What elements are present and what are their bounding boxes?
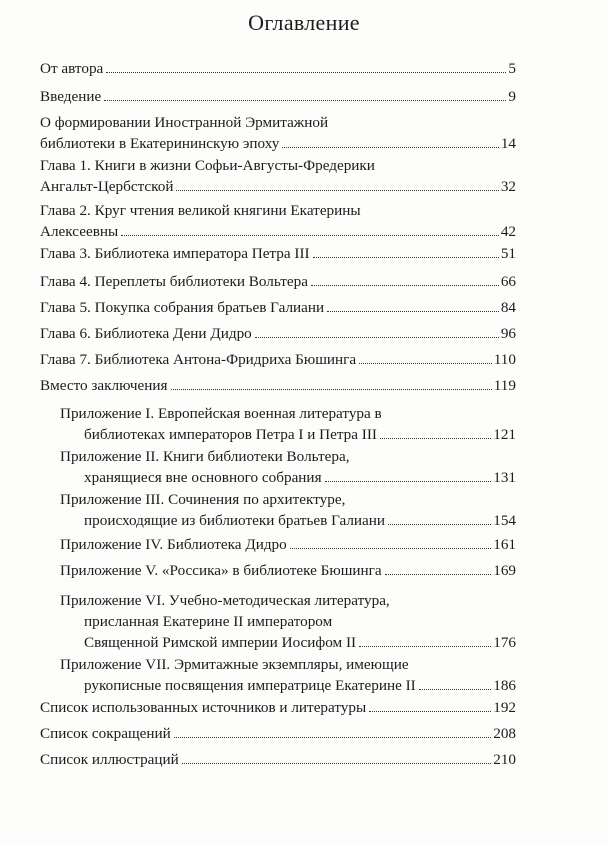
toc-page-number: 9 — [508, 88, 516, 105]
toc-page-number: 121 — [493, 426, 516, 443]
toc-entry-title-line: Глава 6. Библиотека Дени Дидро — [40, 325, 252, 342]
toc-entry — [40, 297, 516, 318]
toc-entry — [40, 349, 516, 370]
toc-entry-title-line: Глава 3. Библиотека императора Петра III — [40, 245, 310, 262]
dot-leader — [385, 574, 492, 575]
toc-entry — [40, 375, 516, 396]
toc-entry — [40, 112, 516, 154]
toc-entry — [40, 723, 516, 744]
toc-entry — [40, 697, 516, 718]
toc-entry — [40, 155, 516, 197]
toc-entry — [40, 58, 516, 79]
toc-entry-title-line: хранящиеся вне основного собрания — [84, 469, 322, 486]
dot-leader — [104, 100, 506, 101]
toc-entry — [60, 654, 516, 696]
toc-page-number: 32 — [500, 178, 516, 195]
dot-leader — [106, 72, 506, 73]
toc-entry-title-line: рукописные посвящения императрице Екатерине II — [84, 677, 416, 694]
dot-leader — [255, 337, 499, 338]
toc-entry-title-line: Священной Римской империи Иосифом II — [84, 634, 357, 651]
toc-entry — [40, 323, 516, 344]
dot-leader — [380, 438, 491, 439]
toc-entry-title-line: Ангальт-Цербстской — [40, 178, 174, 195]
toc-entry-title-line: присланная Екатерине II императором — [84, 613, 333, 630]
toc-page-number: 96 — [500, 325, 516, 342]
dot-leader — [359, 363, 492, 364]
toc-page-number: 210 — [493, 751, 516, 768]
toc-entry-title-line: Приложение V. «Россика» в библиотеке Бюшинга — [60, 562, 382, 579]
dot-leader — [311, 285, 499, 286]
toc-entry-title-line: Приложение VII. Эрмитажные экземпляры, имеющие — [60, 656, 409, 673]
toc-entry-title-line: библиотеки в Екатерининскую эпоху — [40, 135, 280, 152]
toc-entry — [60, 534, 516, 555]
toc-page-number: 5 — [508, 60, 516, 77]
toc-entry-title-line: От автора — [40, 60, 104, 77]
toc-page-number: 42 — [500, 223, 516, 240]
toc-page-number: 84 — [500, 299, 516, 316]
toc-entry — [60, 560, 516, 581]
toc-entry-title-line: Глава 1. Книги в жизни Софьи-Августы-Фредерики — [40, 157, 375, 174]
toc-entry-title-line: О формировании Иностранной Эрмитажной — [40, 114, 329, 131]
toc-entry — [60, 446, 516, 488]
toc-page-number: 51 — [500, 245, 516, 262]
dot-leader — [282, 147, 498, 148]
page-title: Оглавление — [248, 10, 360, 35]
dot-leader — [171, 389, 492, 390]
toc-page-number: 208 — [493, 725, 516, 742]
dot-leader — [369, 711, 491, 712]
toc-entry-title-line: Список сокращений — [40, 725, 171, 742]
dot-leader — [359, 646, 491, 647]
toc-page-number: 14 — [500, 135, 516, 152]
dot-leader — [176, 190, 498, 191]
dot-leader — [313, 257, 499, 258]
dot-leader — [174, 737, 491, 738]
toc-entry-title-line: Глава 2. Круг чтения великой княгини Екатерины — [40, 202, 361, 219]
toc-entry-title-line: Список использованных источников и литературы — [40, 699, 367, 716]
toc-entry-title-line: Глава 4. Переплеты библиотеки Вольтера — [40, 273, 308, 290]
toc-entry-title-line: Алексеевны — [40, 223, 119, 240]
toc-entry — [40, 200, 516, 242]
toc-entry — [40, 271, 516, 292]
toc-entry-title-line: Глава 5. Покупка собрания братьев Галиани — [40, 299, 325, 316]
toc-entry — [40, 243, 516, 264]
toc-entry — [60, 403, 516, 445]
toc-page-number: 176 — [493, 634, 516, 651]
toc-entry-title-line: Введение — [40, 88, 102, 105]
toc-entry — [60, 590, 516, 653]
toc-entry-title-line: Приложение II. Книги библиотеки Вольтера, — [60, 448, 350, 465]
dot-leader — [419, 689, 491, 690]
toc-entry — [40, 86, 516, 107]
toc-page-number: 66 — [500, 273, 516, 290]
toc-entry — [60, 489, 516, 531]
toc-entry-title-line: происходящие из библиотеки братьев Галиани — [84, 512, 386, 529]
toc-entry-title-line: библиотеках императоров Петра I и Петра III — [84, 426, 377, 443]
toc-entry — [40, 749, 516, 770]
toc-entry-title-line: Приложение I. Европейская военная литература в — [60, 405, 382, 422]
toc-page-number: 169 — [493, 562, 516, 579]
dot-leader — [327, 311, 499, 312]
dot-leader — [182, 763, 491, 764]
dot-leader — [325, 481, 492, 482]
toc-entry-title-line: Вместо заключения — [40, 377, 168, 394]
dot-leader — [388, 524, 491, 525]
toc-entry-title-line: Список иллюстраций — [40, 751, 179, 768]
toc-entry-title-line: Приложение III. Сочинения по архитектуре, — [60, 491, 346, 508]
dot-leader — [290, 548, 491, 549]
toc-page-number: 186 — [493, 677, 516, 694]
toc-entry-title-line: Приложение IV. Библиотека Дидро — [60, 536, 287, 553]
toc-page-number: 154 — [493, 512, 516, 529]
toc-entry-title-line: Приложение VI. Учебно-методическая литература, — [60, 592, 390, 609]
toc-page-number: 131 — [493, 469, 516, 486]
toc-page-number: 161 — [493, 536, 516, 553]
toc-entry-title-line: Глава 7. Библиотека Антона-Фридриха Бюшинга — [40, 351, 357, 368]
toc-page-number: 119 — [493, 377, 516, 394]
toc-page-number: 110 — [493, 351, 516, 368]
dot-leader — [121, 235, 499, 236]
toc-page-number: 192 — [493, 699, 516, 716]
